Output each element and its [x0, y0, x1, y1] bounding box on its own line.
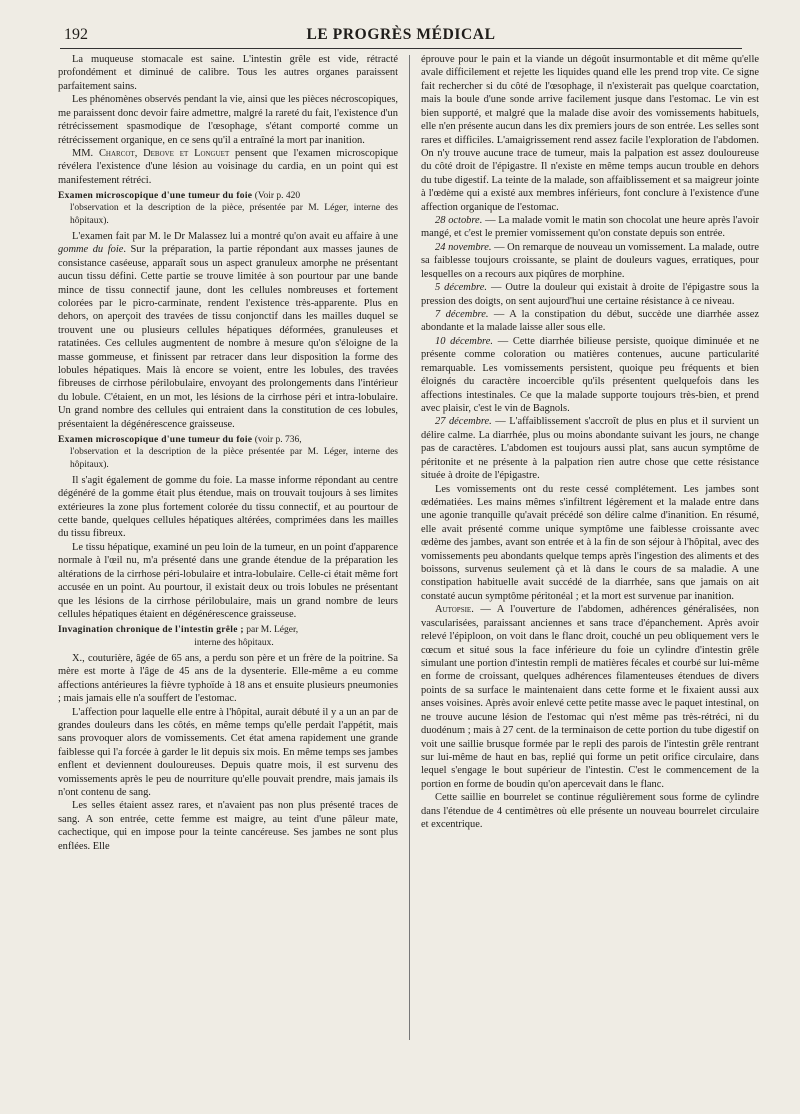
paragraph: Les vomissements ont du reste cessé complétement. Les jambes sont œdématiées. Les mains mêmes s'infiltrent légèrement et la malade entre dans une agonie tranquille qu'avait précédé son délire calme d'inanition. En résumé, elle avait présenté comme unique symptôme une faiblesse croissante avec œdème des jambes, avant son entrée et à la fin de son séjour à l'hôpital, avec des vomissements peu abondants quelque temps après l'ingestion des aliments et des boissons, survenus seulement çà et là dans le cours de sa maladie. A une constipation habituelle avait succédé de la diarrhée, sans que jamais on ait constaté aucun symptôme péritonéal ; et la mort est survenue par inanition. — [421, 483, 759, 602]
dated-entry: 27 décembre. — L'affaiblissement s'accroît de plus en plus et il survient un délire calme. La diarrhée, plus ou moins abondante suivant les jours, ne change pas de caractères. L'abdomen est toujours aussi plat, sans aucun symptôme de péritonite et ne présente à la palpation rien autre chose que cette résistance située à droite de l'épigastre. — [421, 416, 759, 482]
page-number: 192 — [64, 26, 88, 43]
page-header — [60, 24, 742, 49]
autopsy-label: Autopsie. — [435, 604, 474, 616]
paragraph: Les selles étaient assez rares, et n'avaient pas non plus présenté traces de sang. A son entrée, cette femme est maigre, au teint d'une pâleur mate, cachectique, qui en impose pour la teinte cancéreuse. Ses jambes ne sont plus enflées. Elle — [58, 800, 398, 852]
paragraph: Autopsie. — A l'ouverture de l'abdomen, adhérences généralisées, non vascularisées, paraissant anciennes et sans trace d'épanchement. Après avoir relevé l'épiploon, on voit dans le flanc droit, couché un peu obliquement vers le cœcum et situé sous la face inférieure du foie un cylindre d'intestin grêle simulant une portion d'intestin rempli de matières fécales et courbé sur lui-même en forme de croissant, quelques adhérences filamenteuses étendues de divers points de sa surface le maintenaient dans cette forme et le fixaient aussi aux anses voisines. Après avoir enlevé cette petite masse avec le paquet intestinal, on ne trouve aucune lésion de l'estomac qui n'est même pas très-rétréci, ni du duodénum ; mais à 27 cent. de la terminaison de cette portion du tube digestif on voit une saillie brusque formée par le repli des parois de l'intestin grêle rentrant sur lui-même de haut en bas, replié qui forme un petit orifice circulaire, dans lequel s'engage le bout supérieur de l'intestin. C'est le commencement de la portion en forme de boudin qu'on apercevait dans le flanc. — [421, 604, 759, 790]
running-title: LE PROGRÈS MÉDICAL — [306, 26, 496, 43]
paragraph: L'affection pour laquelle elle entre à l'hôpital, aurait débuté il y a un an par de grandes douleurs dans les côtés, en même temps qu'elle perdait l'appétit, mais sans provoquer alors de vomissements. Cet état amena rapidement une grande faiblesse qui l'a forcée à garder le lit depuis six mois. En même temps ses jambes enflent et deviennent douloureuses. Depuis quatre mois, il est survenu des vomissements après le peu de nourriture qu'elle pouvait prendre, mais jamais ils n'ont contenu de sang. — [58, 706, 398, 799]
paragraph: Cette saillie en bourrelet se continue régulièrement sous forme de cylindre dans l'étendue de 4 centimètres où elle présente un nouveau bourrelet circulaire et excentrique. — [421, 792, 759, 831]
left-column — [58, 53, 398, 853]
dated-entry: 5 décembre. — Outre la douleur qui existait à droite de l'épigastre sous la pression des doigts, on sent aujourd'hui une certaine résistance à ce niveau. — [421, 282, 760, 307]
paragraph: Les phénomènes observés pendant la vie, ainsi que les pièces nécroscopiques, me paraissent donc devoir faire admettre, malgré la rareté du fait, l'existence d'un rétrécissement spasmodique de l'œsophage, s'étant comporté comme un rétrécissement organique, en ce sens qu'il a entraîné la mort par inanition. — [58, 94, 398, 146]
section-heading: Examen microscopique d'une tumeur du foie (voir p. 736, l'observation et la description de la pièce présentée par M. Léger, interne des hôpitaux). — [58, 435, 398, 470]
right-column — [421, 53, 759, 831]
paragraph: Le tissu hépatique, examiné un peu loin de la tumeur, en un point d'apparence normale à l'œil nu, m'a présenté dans une grande étendue de la préparation les altérations de la cirrhose péri-lobulaire et intra-lobulaire. Celle-ci était même fort accusée en un point. Au pourtour, il existait deux ou trois lobules ne présentant que les lésions de la cirrhose périlobulaire, mais un grand nombre de leurs cellules hépatiques étaient en dégénérescence graisseuse. — [58, 541, 398, 620]
dated-entry: 7 décembre. — A la constipation du début, succède une diarrhée assez abondante et la malade laisse aller sous elle. — [421, 309, 759, 334]
column-divider — [409, 55, 410, 1040]
paragraph: La muqueuse stomacale est saine. L'intestin grêle est vide, rétracté profondément et diminué de calibre. Tous les autres organes paraissent parfaitement sains. — [58, 54, 398, 92]
section-heading: Examen microscopique d'une tumeur du foie (Voir p. 420 l'observation et la description de la pièce, présentée par M. Léger, interne des hôpitaux). — [58, 191, 398, 226]
dated-entry: 10 décembre. — Cette diarrhée bilieuse persiste, quoique diminuée et ne présente comme coloration ou matières contenues, aucune particularité remarquable. Les vomissements persistent, quoique peu fréquents et bien éloignés du caractère incoercible qu'ils présentent quelquefois dans les affections intestinales. Ce que la malade supporte toujours très-bien, et prend avec plaisir, c'est le vin de Bagnols. — [421, 335, 759, 414]
paragraph: L'examen fait par M. le Dr Malassez lui a montré qu'on avait eu affaire à une gomme du foie. Sur la préparation, la partie répondant aux masses jaunes de consistance caséeuse, apparaît sous un aspect granuleux amorphe ne présentant aucun tissu défini. Cette partie se trouve limitée à son pourtour par une bande mince de tissu connectif jaune, dont les cellules nombreuses et fortement colorées par le picro-carminate, rendent l'existence très-apparente. Plus en dehors, on aperçoit des travées de tissu conjonctif dans les mailles duquel se trouvent une ou plusieurs cellules hépatiques déformées, granuleuses et ratatinées. Ces cellules augmentent de nombre à mesure qu'on s'éloigne de la masse gommeuse, et finissent par retracer dans leur disposition la forme des lobules hépatiques. Mais là encore se voient, entre les lobules, des travées fibreuses de cirrhose périlobulaire, envoyant des prolongements dans l'intérieur du lobule. C'étaient, en un mot, les lésions de la cirrhose péri et intra-lobulaire. Un grand nombre des cellules qui entraient dans la constitution de ces lobules, présentaient la dégénérescence graisseuse. — [58, 230, 398, 430]
paragraph: MM. Charcot, Debove et Longuet pensent que l'examen microscopique révélera l'existence d'une lésion au voisinage du cardia, en un point qui est manifestement rétréci. — [58, 147, 399, 186]
paragraph: X., couturière, âgée de 65 ans, a perdu son père et un frère de la poitrine. Sa mère est morte à l'âge de 45 ans de la dysenterie. Elle-même a eu comme affections antérieures la fièvre typhoïde à 18 ans et ensuite plusieurs pneumonies ; mais jamais elle n'a souffert de l'estomac. — [58, 652, 398, 705]
section-heading: Invagination chronique de l'intestin grêle ; par M. Léger, interne des hôpitaux. — [58, 625, 299, 648]
dated-entry: 28 octobre. — La malade vomit le matin son chocolat une heure après l'avoir mangé, et c'est le premier vomissement qu'on constate depuis son entrée. — [421, 215, 760, 240]
author-names: MM. Charcot, Debove et Longuet — [72, 147, 230, 159]
dated-entry: 24 novembre. — On remarque de nouveau un vomissement. La malade, outre sa faiblesse toujours croissante, se plaint de douleurs vagues, erratiques, pour lesquelles on a recours aux piqûres de morphine. — [421, 241, 759, 280]
paragraph: éprouve pour le pain et la viande un dégoût insurmontable et dit même qu'elle avale difficilement et rejette les liquides quand elle les prend trop vite. Ce signe fait rechercher si du côté de l'œsophage, il n'existerait pas quelque coarctation, mais la boule d'une sonde arrive facilement jusque dans l'estomac. Le vin est bien supporté, et malgré que la malade dise avoir des vomissements habituels, elle n'en présente aucun dans les dix premiers jours de son entrée. Les selles sont rares et difficiles. L'amaigrissement rend assez facile l'exploration de l'abdomen. On n'y trouve aucune trace de tumeur, mais la palpation est assez douloureuse du côté droit de l'épigastre. Il n'existe en même temps aucun trouble en dehors du tube digestif. La teinte de la malade, son affaiblissement et sa maigreur jointe à l'œdème qui a existé aux membres inférieurs, font conclure à l'existence d'une affection organique de l'estomac. — [421, 54, 759, 213]
paragraph: Il s'agit également de gomme du foie. La masse informe répondant au centre dégénéré de la gomme était plus étendue, mais on trouvait toujours à ses limites extérieures la zone plus fortement colorée du tissu connectif, et au pourtour de cette bande, quelques cellules hépatiques altérées, comprimées dans les mailles du tissu fibreux. — [58, 474, 398, 540]
